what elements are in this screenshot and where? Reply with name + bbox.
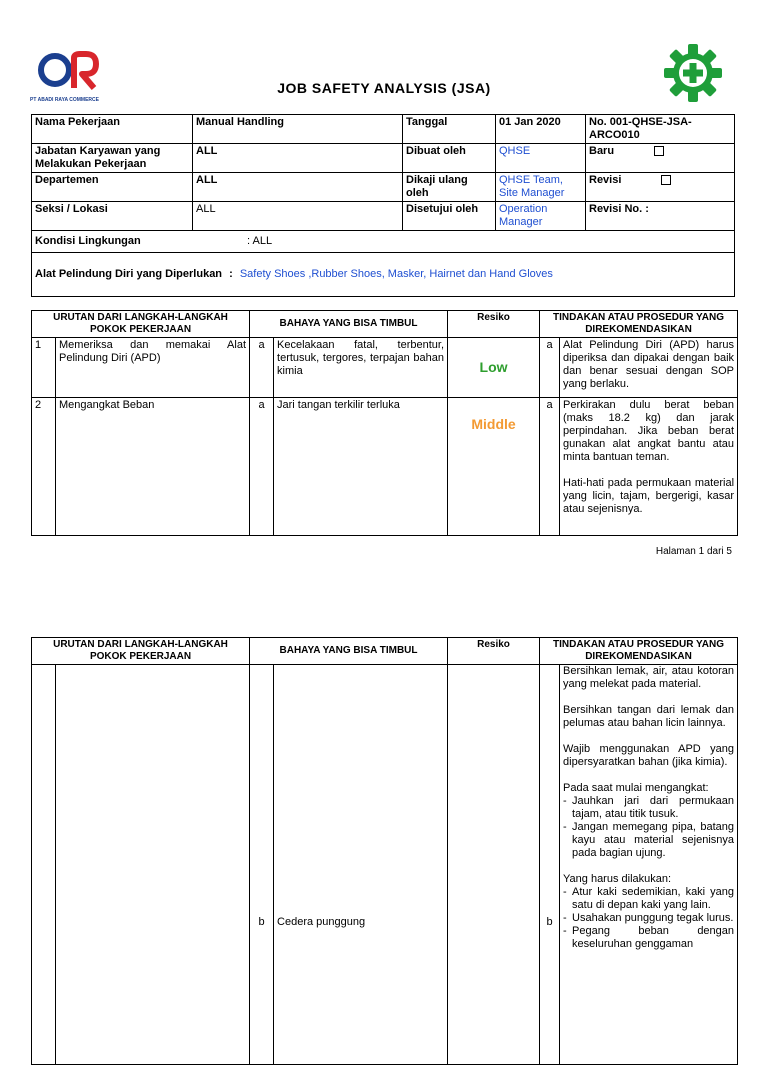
company-name: PT ABADI RAYA COMMERCE: [30, 97, 99, 103]
disetujui-label: Disetujui oleh: [403, 202, 496, 231]
action-paragraph: Bersihkan tangan dari lemak dan pelumas atau bahan licin lainnya.: [563, 704, 735, 729]
hazard-letter-cell: [250, 665, 274, 1065]
action-text: Alat Pelindung Diri (APD) harus diperiksa dan dipakai dengan baik dan benar sesuai dengan SOP yang berlaku.: [560, 338, 738, 398]
revisi-label: Revisi: [589, 174, 622, 186]
header-actions: TINDAKAN ATAU PROSEDUR YANG DIREKOMENDASIKAN: [540, 311, 738, 338]
baru-checkbox[interactable]: [654, 146, 664, 156]
safety-gear-icon: [656, 44, 730, 102]
seksi-label: Seksi / Lokasi: [32, 202, 193, 231]
page-number: Halaman 1 dari 5: [655, 546, 732, 557]
list-item: - Usahakan punggung tegak lurus.: [563, 912, 734, 925]
action-letter: a: [540, 398, 560, 536]
dibuat-value: QHSE: [496, 144, 586, 173]
kondisi-row: [32, 231, 735, 253]
action-paragraph: Wajib menggunakan APD yang dipersyaratkan bahan (jika kimia).: [563, 743, 735, 768]
action-paragraph: Hati-hati pada permukaan material yang licin, tajam, bergerigi, kasar atau sejenisnya.: [563, 477, 735, 515]
disetujui-value: Operation Manager: [496, 202, 586, 231]
row-number: [32, 665, 56, 1065]
apd-row: [32, 253, 735, 297]
dikaji-value: QHSE Team, Site Manager: [496, 173, 586, 202]
nama-pekerjaan-label: Nama Pekerjaan: [32, 115, 193, 144]
apd-colon: :: [229, 268, 233, 280]
header-risk: Resiko: [448, 638, 540, 665]
header-steps: URUTAN DARI LANGKAH-LANGKAH POKOK PEKERJAAN: [32, 311, 250, 338]
action-paragraph: Bersihkan lemak, air, atau kotoran yang melekat pada material.: [563, 665, 735, 690]
hazard-letter: a: [250, 338, 274, 398]
jsa-table-page-2: [31, 637, 738, 1065]
document-number: No. 001-QHSE-JSA-ARCO010: [586, 115, 735, 144]
action-b-intro: Yang harus dilakukan:: [563, 873, 672, 885]
step-text: [56, 665, 250, 1065]
header-steps: URUTAN DARI LANGKAH-LANGKAH POKOK PEKERJAAN: [32, 638, 250, 665]
risk-level: Low: [448, 338, 540, 398]
revisi-checkbox[interactable]: [661, 175, 671, 185]
list-item: - Pegang beban dengan keseluruhan genggaman: [563, 925, 734, 951]
header-hazards: BAHAYA YANG BISA TIMBUL: [250, 638, 448, 665]
tanggal-label: Tanggal: [403, 115, 496, 144]
hazard-text: Kecelakaan fatal, terbentur, tertusuk, tergores, terpajan bahan kimia: [274, 338, 448, 398]
hazard-text: Jari tangan terkilir terluka: [274, 398, 448, 536]
kondisi-label: Kondisi Lingkungan: [35, 235, 141, 247]
page-title: JOB SAFETY ANALYSIS (JSA): [277, 80, 491, 96]
apd-label: Alat Pelindung Diri yang Diperlukan: [35, 268, 223, 280]
departemen-label: Departemen: [32, 173, 193, 202]
action-paragraph: Pada saat mulai mengangkat:: [563, 782, 709, 794]
action-letter-cell: [540, 665, 560, 1065]
list-item: - Atur kaki sedemikian, kaki yang satu di depan kaki yang lain.: [563, 886, 734, 912]
list-item: - Jangan memegang pipa, batang kayu atau material sejenisnya pada bagian ujung.: [563, 821, 734, 860]
hazard-cell: [274, 665, 448, 1065]
baru-label: Baru: [589, 145, 615, 157]
step-text: Memeriksa dan memakai Alat Pelindung Diri (APD): [56, 338, 250, 398]
lift-list: [563, 795, 734, 860]
dikaji-label: Dikaji ulang oleh: [403, 173, 496, 202]
jabatan-value: ALL: [193, 144, 403, 173]
row-number: 1: [32, 338, 56, 398]
kondisi-value: : ALL: [247, 235, 273, 247]
company-logo: [30, 48, 110, 106]
action-b-list: [563, 886, 734, 951]
row-number: 2: [32, 398, 56, 536]
risk-level: [448, 665, 540, 1065]
jsa-table-page-1: [31, 310, 738, 536]
hazard-text: Cedera punggung: [277, 916, 366, 928]
dibuat-label: Dibuat oleh: [403, 144, 496, 173]
table-row: [32, 665, 738, 1065]
seksi-value: ALL: [193, 202, 403, 231]
apd-value: Safety Shoes ,Rubber Shoes, Masker, Hairnet dan Hand Gloves: [239, 268, 553, 280]
nama-pekerjaan-value: Manual Handling: [193, 115, 403, 144]
hazard-letter: b: [258, 916, 265, 928]
table-row: [32, 398, 738, 536]
hazard-letter: a: [250, 398, 274, 536]
action-cell: [560, 665, 738, 1065]
action-letter: b: [546, 916, 553, 928]
header-hazards: BAHAYA YANG BISA TIMBUL: [250, 311, 448, 338]
header-risk: Resiko: [448, 311, 540, 338]
header-actions: TINDAKAN ATAU PROSEDUR YANG DIREKOMENDASIKAN: [540, 638, 738, 665]
step-text: Mengangkat Beban: [56, 398, 250, 536]
table-row: [32, 338, 738, 398]
action-paragraph: Perkirakan dulu berat beban (maks 18.2 kg) dan jarak perpindahan. Jika beban berat gunakan alat angkat bantu atau minta bantuan teman.: [563, 399, 735, 463]
job-info-table: [31, 114, 735, 297]
tanggal-value: 01 Jan 2020: [496, 115, 586, 144]
risk-level: Middle: [448, 398, 540, 536]
action-cell: [560, 398, 738, 536]
revisi-no-label: Revisi No. :: [586, 202, 735, 231]
revisi-cell: [586, 173, 735, 202]
baru-cell: [586, 144, 735, 173]
action-letter: a: [540, 338, 560, 398]
list-item: - Jauhkan jari dari permukaan tajam, atau titik tusuk.: [563, 795, 734, 821]
departemen-value: ALL: [193, 173, 403, 202]
jabatan-label: Jabatan Karyawan yang Melakukan Pekerjaan: [32, 144, 193, 173]
